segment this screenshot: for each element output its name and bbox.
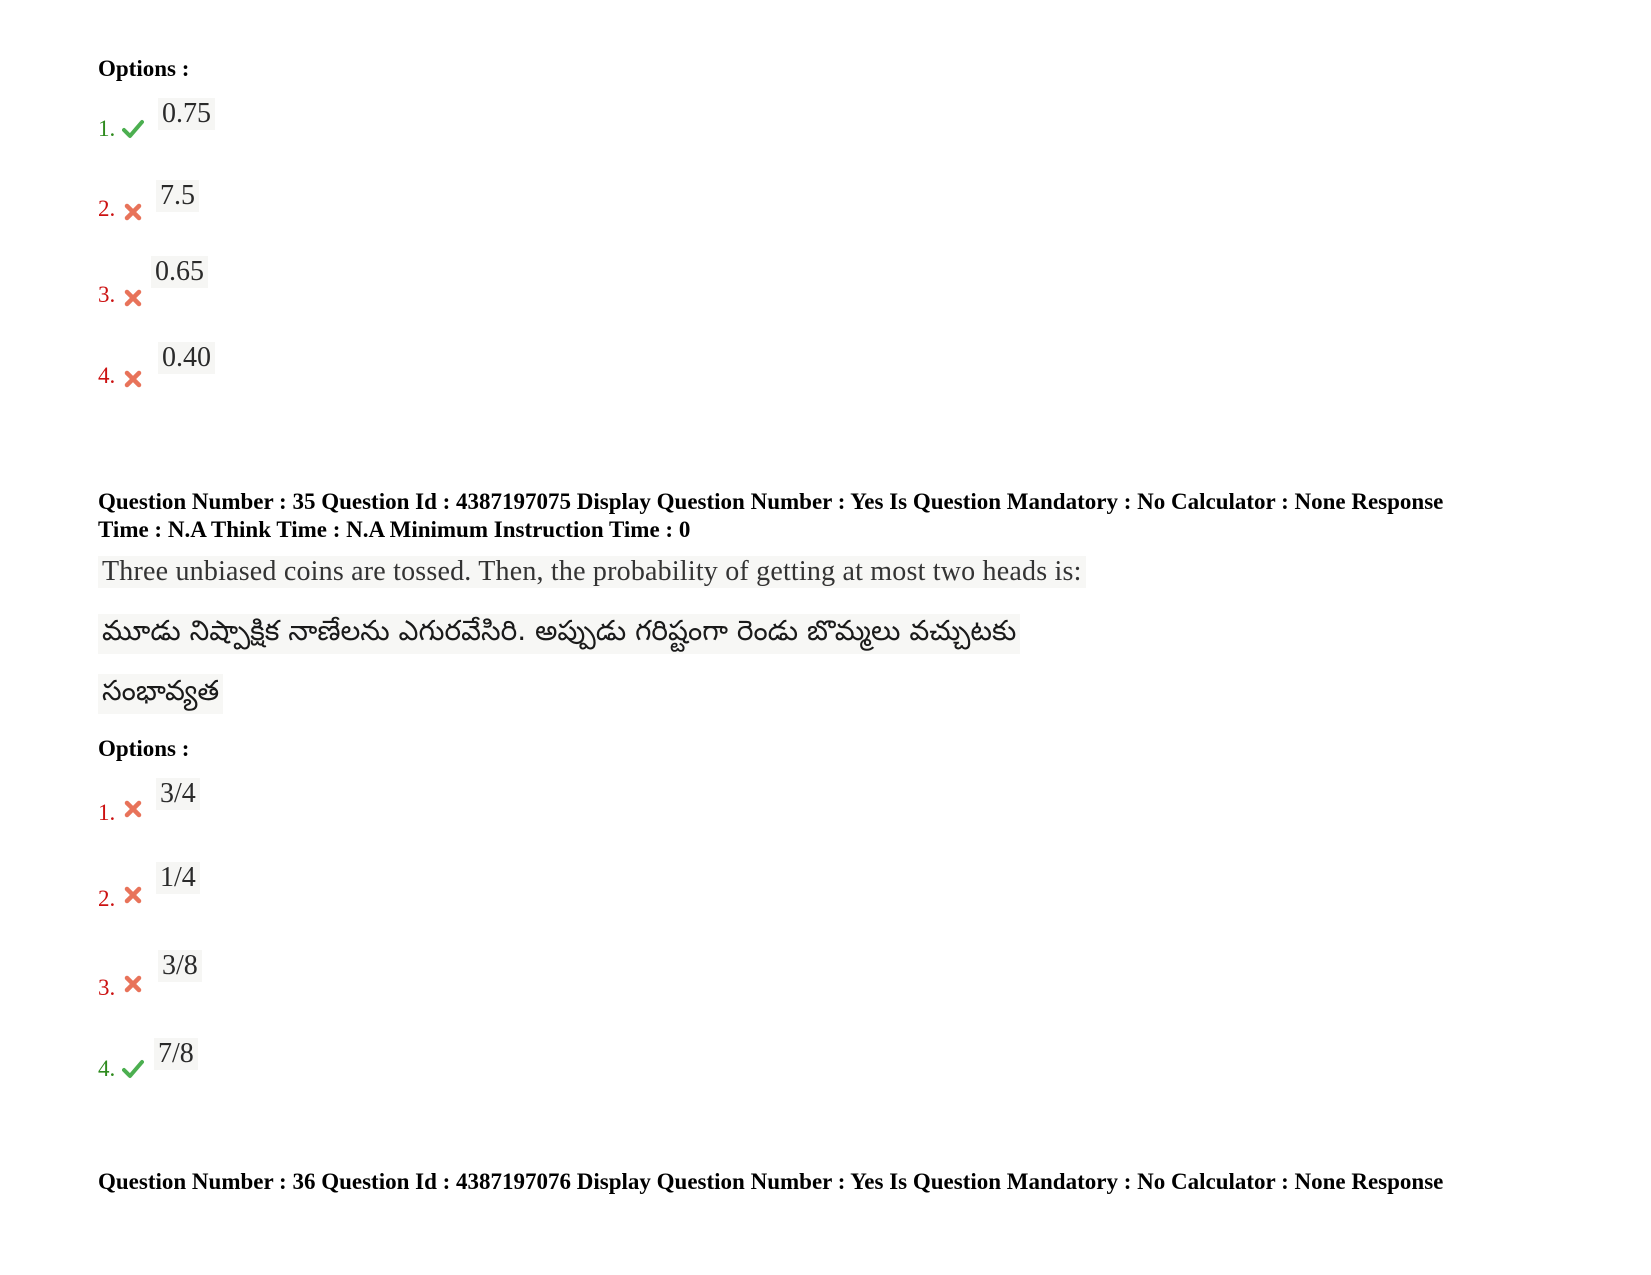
check-icon	[122, 1058, 144, 1080]
options-label: Options :	[98, 736, 190, 761]
options-label: Options :	[98, 56, 190, 81]
option-value: 3/8	[158, 950, 202, 982]
cross-icon	[122, 201, 144, 223]
option-value: 0.75	[158, 98, 215, 130]
option-number: 2.	[98, 196, 116, 221]
option-number: 1.	[98, 800, 116, 825]
option-number: 2.	[98, 886, 116, 911]
cross-icon	[122, 287, 144, 309]
option-number: 3.	[98, 975, 116, 1000]
cross-icon	[122, 368, 144, 390]
option-value: 0.65	[151, 256, 208, 288]
cross-icon	[122, 973, 144, 995]
cross-icon	[122, 884, 144, 906]
question-text-telugu: సంభావ్యత	[98, 674, 223, 714]
question-text-telugu: మూడు నిష్పాక్షిక నాణేలను ఎగురవేసిరి. అప్పుడు గరిష్టంగా రెండు బొమ్మలు వచ్చుటకు	[98, 614, 1020, 654]
option-number: 1.	[98, 116, 116, 141]
option-value: 7.5	[156, 180, 199, 212]
question-meta-line: Question Number : 35 Question Id : 4387197075 Display Question Number : Yes Is Question Mandatory : No Calculator : None Response	[98, 489, 1444, 514]
question-meta-line: Time : N.A Think Time : N.A Minimum Instruction Time : 0	[98, 517, 691, 542]
question-meta-line: Question Number : 36 Question Id : 4387197076 Display Question Number : Yes Is Question Mandatory : No Calculator : None Response	[98, 1169, 1444, 1194]
cross-icon	[122, 798, 144, 820]
option-value: 3/4	[156, 778, 200, 810]
question-meta	[98, 1168, 1568, 1196]
option-value: 0.40	[158, 342, 215, 374]
option-number: 4.	[98, 363, 116, 388]
option-value: 7/8	[154, 1038, 198, 1070]
check-icon	[122, 118, 144, 140]
question-text-english: Three unbiased coins are tossed. Then, the probability of getting at most two heads is:	[98, 556, 1086, 588]
option-value: 1/4	[156, 862, 200, 894]
option-number: 4.	[98, 1056, 116, 1081]
question-meta	[98, 488, 1568, 544]
option-number: 3.	[98, 282, 116, 307]
